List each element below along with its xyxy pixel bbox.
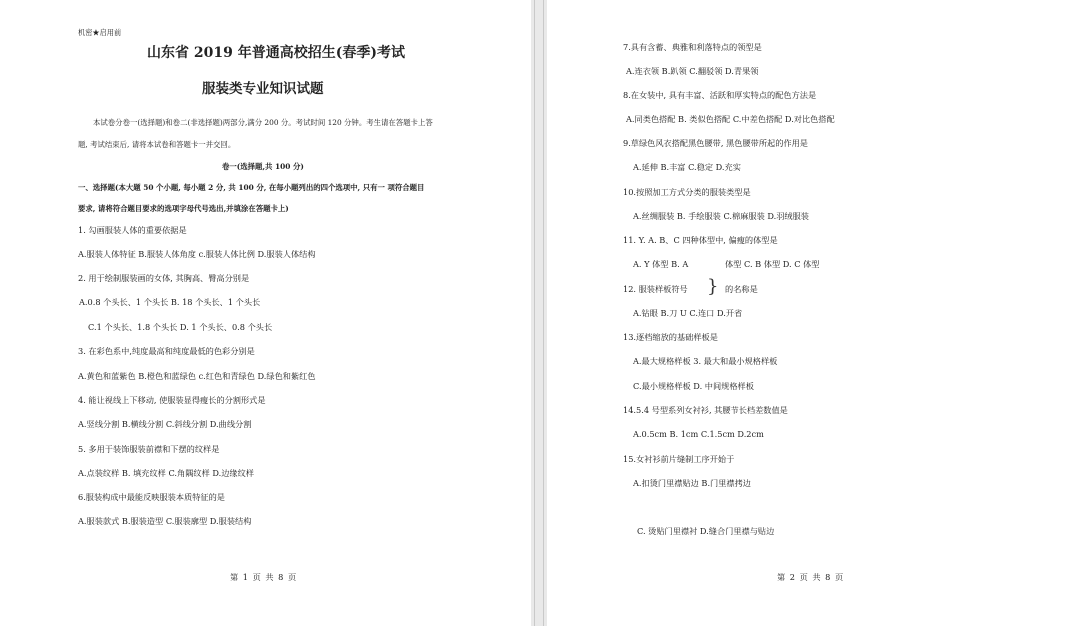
question-10: 10.按照加工方式分类的服装类型是: [623, 187, 751, 197]
question-15-options-2: C. 烫贴门里襟衬 D.缝合门里襟与贴边: [637, 526, 775, 536]
exam-subtitle: 服装类专业知识试题: [202, 81, 324, 97]
instruction-line-2: 要求, 请将符合题目要求的选项字母代号选出,并填涂在答题卡上): [78, 204, 289, 213]
question-4-options: A.竖线分割 B.横线分割 C.斜线分割 D.曲线分割: [78, 419, 252, 429]
page-1-footer: 第 1 页 共 8 页: [230, 572, 298, 582]
document-page-2: [547, 0, 1080, 626]
instruction-line-1: 一、选择题(本大题 50 个小题, 每小题 2 分, 共 100 分, 在每小题列出的四个选项中, 只有一 项符合题目: [78, 183, 425, 192]
question-5: 5. 多用于装饰服装前襟和下摆的纹样是: [78, 444, 220, 454]
exam-title: 山东省 2019 年普通高校招生(春季)考试: [147, 45, 405, 61]
question-5-options: A.点装纹样 B. 填充纹样 C.角隅纹样 D.边缘纹样: [78, 468, 254, 478]
intro-line-2: 题, 考试结束后, 请将本试卷和答题卡一并交回。: [78, 140, 236, 149]
question-14: 14.5.4 号型系列女衬衫, 其腰节长档差数值是: [623, 405, 788, 415]
question-8: 8.在女装中, 具有丰富、活跃和厚实特点的配色方法是: [623, 90, 817, 100]
intro-line-1: 本试卷分卷一(选择题)和卷二(非选择题)两部分,满分 200 分。考试时间 120 分钟。考生请在答题卡上答: [93, 118, 433, 127]
question-12: 12. 服装样板符号: [623, 284, 688, 294]
section-heading: 卷一(选择题,共 100 分): [222, 162, 304, 171]
pattern-symbol-icon: }: [707, 276, 719, 297]
question-12-options: A.钻眼 B.刀 U C.连口 D.开省: [633, 308, 743, 318]
question-15: 15.女衬衫前片缝制工序开始于: [623, 454, 735, 464]
question-6-options: A.服装款式 B.服装造型 C.服装廓型 D.服装结构: [78, 516, 252, 526]
page-separator: [531, 0, 547, 626]
question-2-options-2: C.1 个头长、1.8 个头长 D. 1 个头长、0.8 个头长: [88, 322, 273, 332]
question-12-tail: 的名称是: [725, 284, 758, 294]
question-13-options-2: C.最小规格样板 D. 中间规格样板: [633, 381, 754, 391]
question-3: 3. 在彩色系中,纯度最高和纯度最低的色彩分别是: [78, 346, 255, 356]
document-page-1: [0, 0, 531, 626]
question-14-options: A.0.5cm B. 1cm C.1.5cm D.2cm: [633, 429, 764, 439]
question-11: 11. Y. A. B、C 四种体型中, 偏瘦的体型是: [623, 235, 778, 245]
confidential-mark: 机密★启用前: [78, 28, 122, 37]
question-13-options-1: A.最大规格样板 3. 最大和最小规格样板: [633, 356, 778, 366]
question-7-options: A.连衣领 B.趴领 C.翻驳领 D.青果领: [626, 66, 759, 76]
question-3-options: A.黄色和蓝紫色 B.橙色和蓝绿色 c.红色和青绿色 D.绿色和紫红色: [78, 371, 316, 381]
question-10-options: A.丝绸服装 B. 手绘服装 C.棉麻服装 D.羽绒服装: [633, 211, 809, 221]
question-8-options: A.同类色搭配 B. 类似色搭配 C.中差色搭配 D.对比色搭配: [626, 114, 835, 124]
question-13: 13.逐档缩放的基础样板是: [623, 332, 718, 342]
question-1-options: A.服装人体特征 B.服装人体角度 c.服装人体比例 D.服装人体结构: [78, 249, 316, 259]
question-6: 6.服装构成中最能反映服装本质特征的是: [78, 492, 225, 502]
page-2-footer: 第 2 页 共 8 页: [777, 572, 845, 582]
question-9: 9.草绿色风衣搭配黑色腰带, 黑色腰带所起的作用是: [623, 138, 808, 148]
question-11-options-part-1: A. Y 体型 B. A: [633, 259, 689, 269]
question-7: 7.具有含蓄、典雅和利落特点的领型是: [623, 42, 762, 52]
question-2: 2. 用于绘制服装画的女体, 其胸高、臀高分别是: [78, 273, 250, 283]
question-9-options: A.延伸 B.丰富 C.稳定 D.充实: [633, 162, 741, 172]
question-1: 1. 勾画服装人体的重要依据是: [78, 225, 187, 235]
question-4: 4. 能让视线上下移动, 使服装显得瘦长的分割形式是: [78, 395, 266, 405]
question-15-options-1: A.扣烫门里襟贴边 B.门里襟拷边: [633, 478, 751, 488]
question-2-options-1: A.0.8 个头长、1 个头长 B. 18 个头长、1 个头长: [79, 297, 261, 307]
question-11-options-part-2: 体型 C. B 体型 D. C 体型: [725, 259, 820, 269]
